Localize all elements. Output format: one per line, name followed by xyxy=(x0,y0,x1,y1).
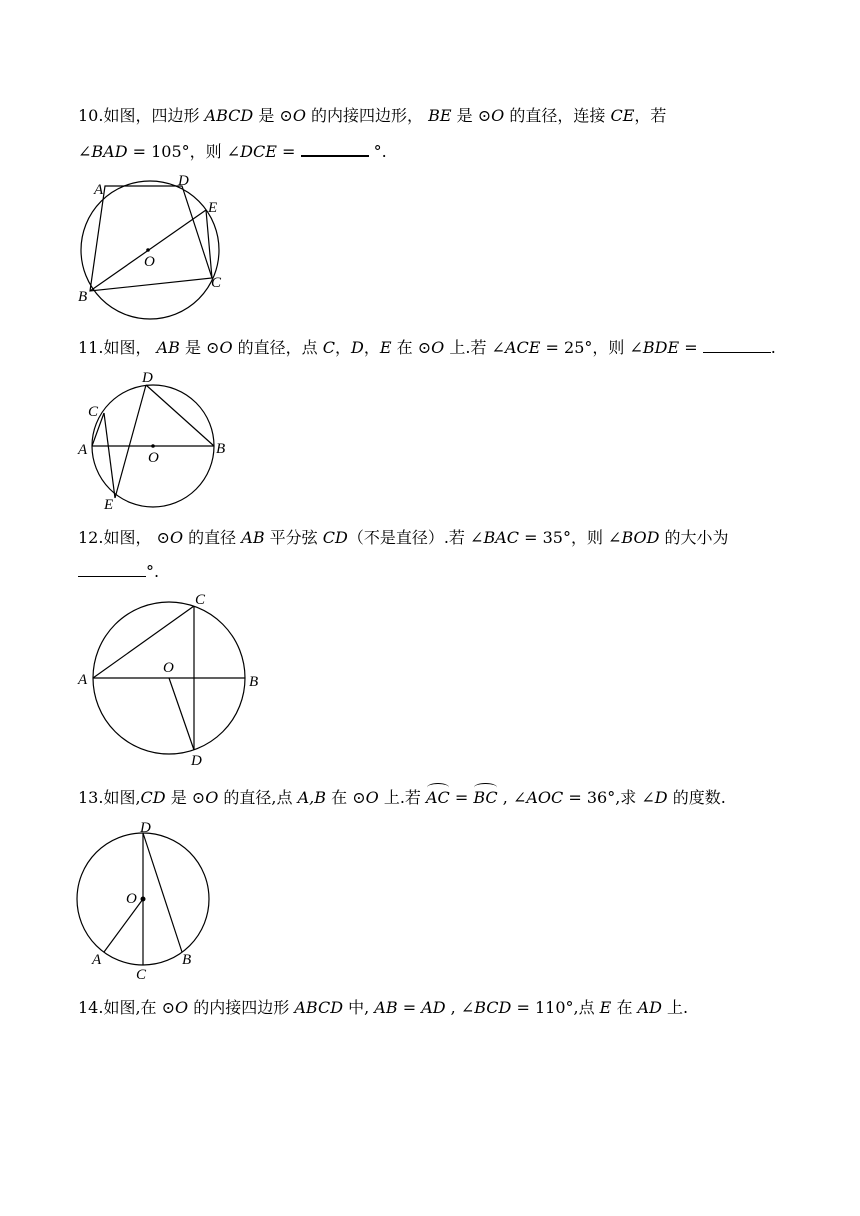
q14-text: , xyxy=(445,998,461,1017)
q13-center-dot xyxy=(141,897,146,902)
q10-circle-o: O xyxy=(292,106,306,125)
q14-quad: ABCD xyxy=(294,998,344,1017)
q11-label-b: B xyxy=(216,441,226,457)
q11-line1 xyxy=(78,338,776,358)
q14-circle-o: O xyxy=(175,998,189,1017)
q13-text: = xyxy=(449,788,474,807)
q13-points-ab: A,B xyxy=(297,788,327,807)
q11-center-dot xyxy=(151,444,155,448)
q13-label-a: A xyxy=(92,952,102,968)
q14-text: 的内接四边形 xyxy=(188,998,295,1017)
q12-figure xyxy=(75,588,275,768)
q10-be: BE xyxy=(428,106,452,125)
q12-cd: CD xyxy=(322,528,348,547)
q14-text: 在 xyxy=(611,998,638,1017)
q13-radius-oa xyxy=(104,899,143,952)
q10-quad: ABCD xyxy=(204,106,254,125)
q10-ce: CE xyxy=(610,106,635,125)
q12-text: 的直径 xyxy=(183,528,242,547)
q11-text: ， xyxy=(335,338,352,357)
q13-label-d: D xyxy=(140,820,151,836)
q14-angle-bcd: ∠BCD xyxy=(460,998,512,1017)
q11-angle-ace: ∠ACE xyxy=(491,338,541,357)
q13-text: 的直径,点 xyxy=(218,788,298,807)
q13-number: 13.如图, xyxy=(78,788,141,807)
q11-point-c: C xyxy=(322,338,336,357)
q12-line1 xyxy=(78,528,729,548)
q13-label-b: B xyxy=(182,952,192,968)
q14-number: 14.如图,在 ⊙ xyxy=(78,998,176,1017)
q12-number: 12.如图， ⊙ xyxy=(78,528,170,547)
q10-label-o: O xyxy=(144,254,155,270)
q12-label-d: D xyxy=(191,753,202,769)
q10-circle-o: O xyxy=(491,106,505,125)
q12-radius-od xyxy=(169,678,194,750)
q11-number: 11.如图， xyxy=(78,338,157,357)
q14-text: 中, xyxy=(343,998,375,1017)
q11-text: 在 ⊙ xyxy=(391,338,432,357)
q11-text: = xyxy=(679,338,703,357)
q12-text: 平分弦 xyxy=(264,528,323,547)
q11-chord-db xyxy=(146,385,214,446)
q11-label-d: D xyxy=(142,370,153,386)
q13-text: 是 ⊙ xyxy=(165,788,206,807)
q13-text: 上.若 xyxy=(378,788,426,807)
q10-figure xyxy=(70,170,230,315)
q12-label-c: C xyxy=(195,592,206,608)
q11-label-a: A xyxy=(78,442,88,458)
q14-ad: AD xyxy=(421,998,446,1017)
q12-text: °. xyxy=(146,562,160,581)
q11-ab: AB xyxy=(156,338,180,357)
q13-text: 的度数. xyxy=(667,788,726,807)
q14-point-e: E xyxy=(599,998,612,1017)
q10-angle-bad: ∠BAD xyxy=(78,142,128,161)
q11-text: . xyxy=(770,338,776,357)
q14-line1 xyxy=(78,998,688,1018)
q11-chord-de xyxy=(115,385,146,498)
q11-text: ， xyxy=(363,338,380,357)
q10-line1 xyxy=(78,106,666,126)
q12-text: （不是直径）.若 xyxy=(347,528,471,547)
q12-label-o: O xyxy=(163,660,174,676)
q14-ab: AB xyxy=(374,998,398,1017)
q10-text: 的直径，连接 xyxy=(504,106,611,125)
q10-circle xyxy=(81,181,219,319)
q14-text: = 110°,点 xyxy=(511,998,600,1017)
q12-label-a: A xyxy=(78,672,88,688)
q11-text: 是 ⊙ xyxy=(179,338,220,357)
q10-number: 10.如图，四边形 xyxy=(78,106,205,125)
q13-chord-db xyxy=(143,833,182,952)
q11-answer-blank xyxy=(703,338,771,353)
q11-point-d: D xyxy=(351,338,364,357)
q10-label-c: C xyxy=(211,275,222,291)
q10-quad-shape xyxy=(90,186,212,291)
q12-chord-ac xyxy=(93,606,194,678)
q11-point-e: E xyxy=(379,338,392,357)
q11-label-e: E xyxy=(104,497,114,513)
q10-text: 是 ⊙ xyxy=(451,106,492,125)
q14-text: = xyxy=(397,998,422,1017)
q10-answer-blank xyxy=(301,141,369,157)
q10-label-b: B xyxy=(78,289,88,305)
q11-text: 上.若 xyxy=(444,338,492,357)
q13-circle-o: O xyxy=(365,788,379,807)
q10-text: 的内接四边形， xyxy=(305,106,429,125)
q11-label-o: O xyxy=(148,450,159,466)
q13-angle-aoc: ∠AOC xyxy=(512,788,564,807)
q13-cd: CD xyxy=(140,788,166,807)
q10-text: = xyxy=(276,142,301,161)
q10-angle-dce: ∠DCE xyxy=(226,142,277,161)
q10-label-a: A xyxy=(94,182,104,198)
q10-label-d: D xyxy=(178,173,189,189)
q10-text: ，若 xyxy=(634,106,667,125)
q11-figure xyxy=(74,366,234,511)
q14-text: 上. xyxy=(661,998,689,1017)
q13-line1 xyxy=(78,788,726,808)
q14-ad: AD xyxy=(637,998,662,1017)
q13-angle-d: ∠D xyxy=(641,788,668,807)
q13-arc-bc: BC xyxy=(473,788,498,807)
q13-text: , xyxy=(497,788,513,807)
q12-line2 xyxy=(78,562,159,582)
q12-angle-bac: ∠BAC xyxy=(470,528,519,547)
q12-ab: AB xyxy=(241,528,265,547)
q10-center-dot xyxy=(146,248,150,252)
q13-circle-o: O xyxy=(205,788,219,807)
q13-text: = 36°,求 xyxy=(563,788,642,807)
q13-text: 在 ⊙ xyxy=(326,788,366,807)
q12-text: = 35°，则 xyxy=(519,528,609,547)
q13-figure xyxy=(74,816,224,986)
q10-text: 是 ⊙ xyxy=(253,106,293,125)
q12-angle-bod: ∠BOD xyxy=(608,528,660,547)
q10-line2 xyxy=(78,141,387,162)
q11-circle-o: O xyxy=(219,338,233,357)
q12-label-b: B xyxy=(249,674,259,690)
q11-circle-o: O xyxy=(431,338,445,357)
q10-label-e: E xyxy=(208,200,218,216)
q11-angle-bde: ∠BDE xyxy=(629,338,680,357)
q11-text: 的直径，点 xyxy=(232,338,323,357)
q12-answer-blank xyxy=(78,562,146,577)
q12-circle-o: O xyxy=(169,528,184,547)
q13-arc-ac: AC xyxy=(426,788,450,807)
q11-text: = 25°，则 xyxy=(540,338,630,357)
q10-text: = 105°，则 xyxy=(127,142,227,161)
q11-label-c: C xyxy=(88,404,99,420)
q13-label-o: O xyxy=(126,891,137,907)
q13-label-c: C xyxy=(136,967,147,983)
q12-text: 的大小为 xyxy=(659,528,729,547)
q10-text: °. xyxy=(368,142,387,161)
